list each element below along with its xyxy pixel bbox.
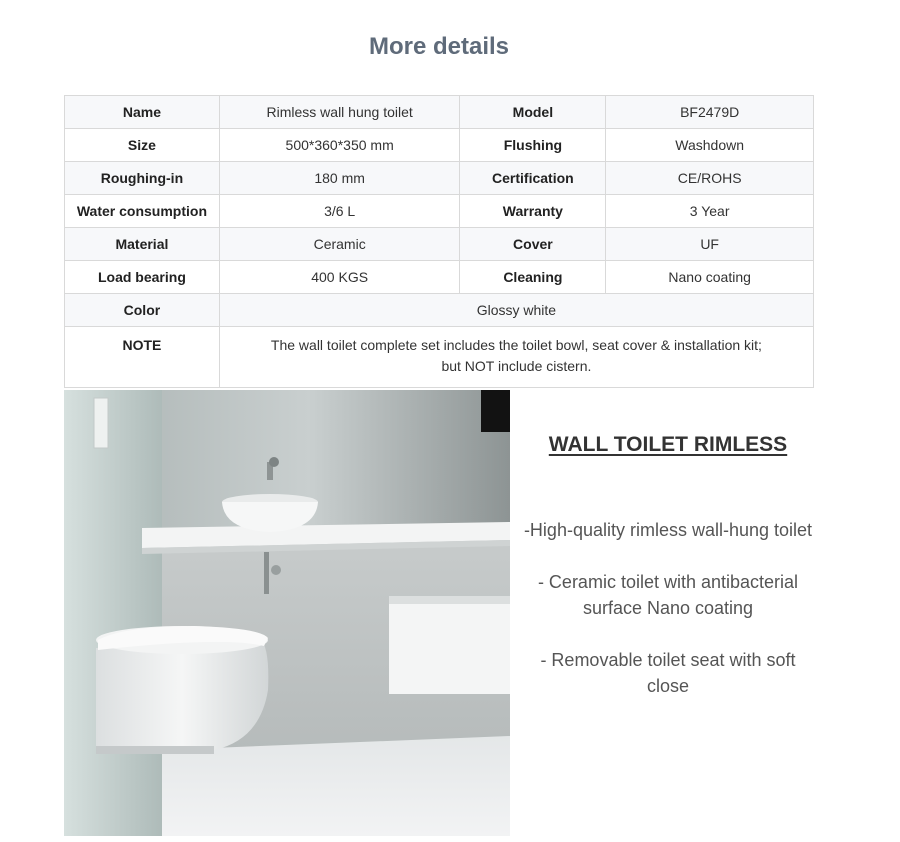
spec-row-name (65, 96, 814, 129)
spec-label: Load bearing (65, 261, 220, 294)
note-line: but NOT include cistern. (441, 358, 592, 374)
spec-row-water-consumption (65, 195, 814, 228)
spec-row-note (65, 327, 814, 388)
spec-label: Cleaning (460, 261, 606, 294)
spec-label: Name (65, 96, 220, 129)
spec-row-color (65, 294, 814, 327)
spec-label: Color (65, 294, 220, 327)
spec-label: Roughing-in (65, 162, 220, 195)
spec-value: UF (606, 228, 814, 261)
spec-value: BF2479D (606, 96, 814, 129)
spec-label: Model (460, 96, 606, 129)
section-title: More details (368, 33, 510, 60)
spec-value: Rimless wall hung toilet (219, 96, 460, 129)
spec-value: Nano coating (606, 261, 814, 294)
spec-label: Size (65, 129, 220, 162)
note-text (219, 327, 813, 388)
feature-item: - Ceramic toilet with antibacterial surface Nano coating (537, 572, 799, 618)
spec-value: 3/6 L (219, 195, 460, 228)
note-line: The wall toilet complete set includes the toilet bowl, seat cover & installation kit; (270, 337, 762, 353)
spec-value: 3 Year (606, 195, 814, 228)
spec-label: Cover (460, 228, 606, 261)
feature-item: - Removable toilet seat with soft close (540, 650, 796, 696)
spec-label: Certification (460, 162, 606, 195)
spec-row-size (65, 129, 814, 162)
feature-item: -High-quality rimless wall-hung toilet (523, 520, 813, 540)
spec-value: 400 KGS (219, 261, 460, 294)
spec-row-roughing-in (65, 162, 814, 195)
spec-row-material (65, 228, 814, 261)
spec-value: Ceramic (219, 228, 460, 261)
spec-value: 500*360*350 mm (219, 129, 460, 162)
spec-value: Washdown (606, 129, 814, 162)
spec-label: Material (65, 228, 220, 261)
spec-label: NOTE (65, 327, 220, 388)
spec-label: Water consumption (65, 195, 220, 228)
spec-label: Warranty (460, 195, 606, 228)
spec-value: CE/ROHS (606, 162, 814, 195)
spec-value: Glossy white (219, 294, 813, 327)
spec-value: 180 mm (219, 162, 460, 195)
spec-row-load-bearing (65, 261, 814, 294)
product-photo (64, 390, 510, 836)
wall-hung-toilet-photo-icon (64, 390, 510, 836)
spec-label: Flushing (460, 129, 606, 162)
feature-list (520, 517, 816, 725)
product-title: WALL TOILET RIMLESS (548, 433, 788, 456)
spec-table (64, 95, 814, 388)
